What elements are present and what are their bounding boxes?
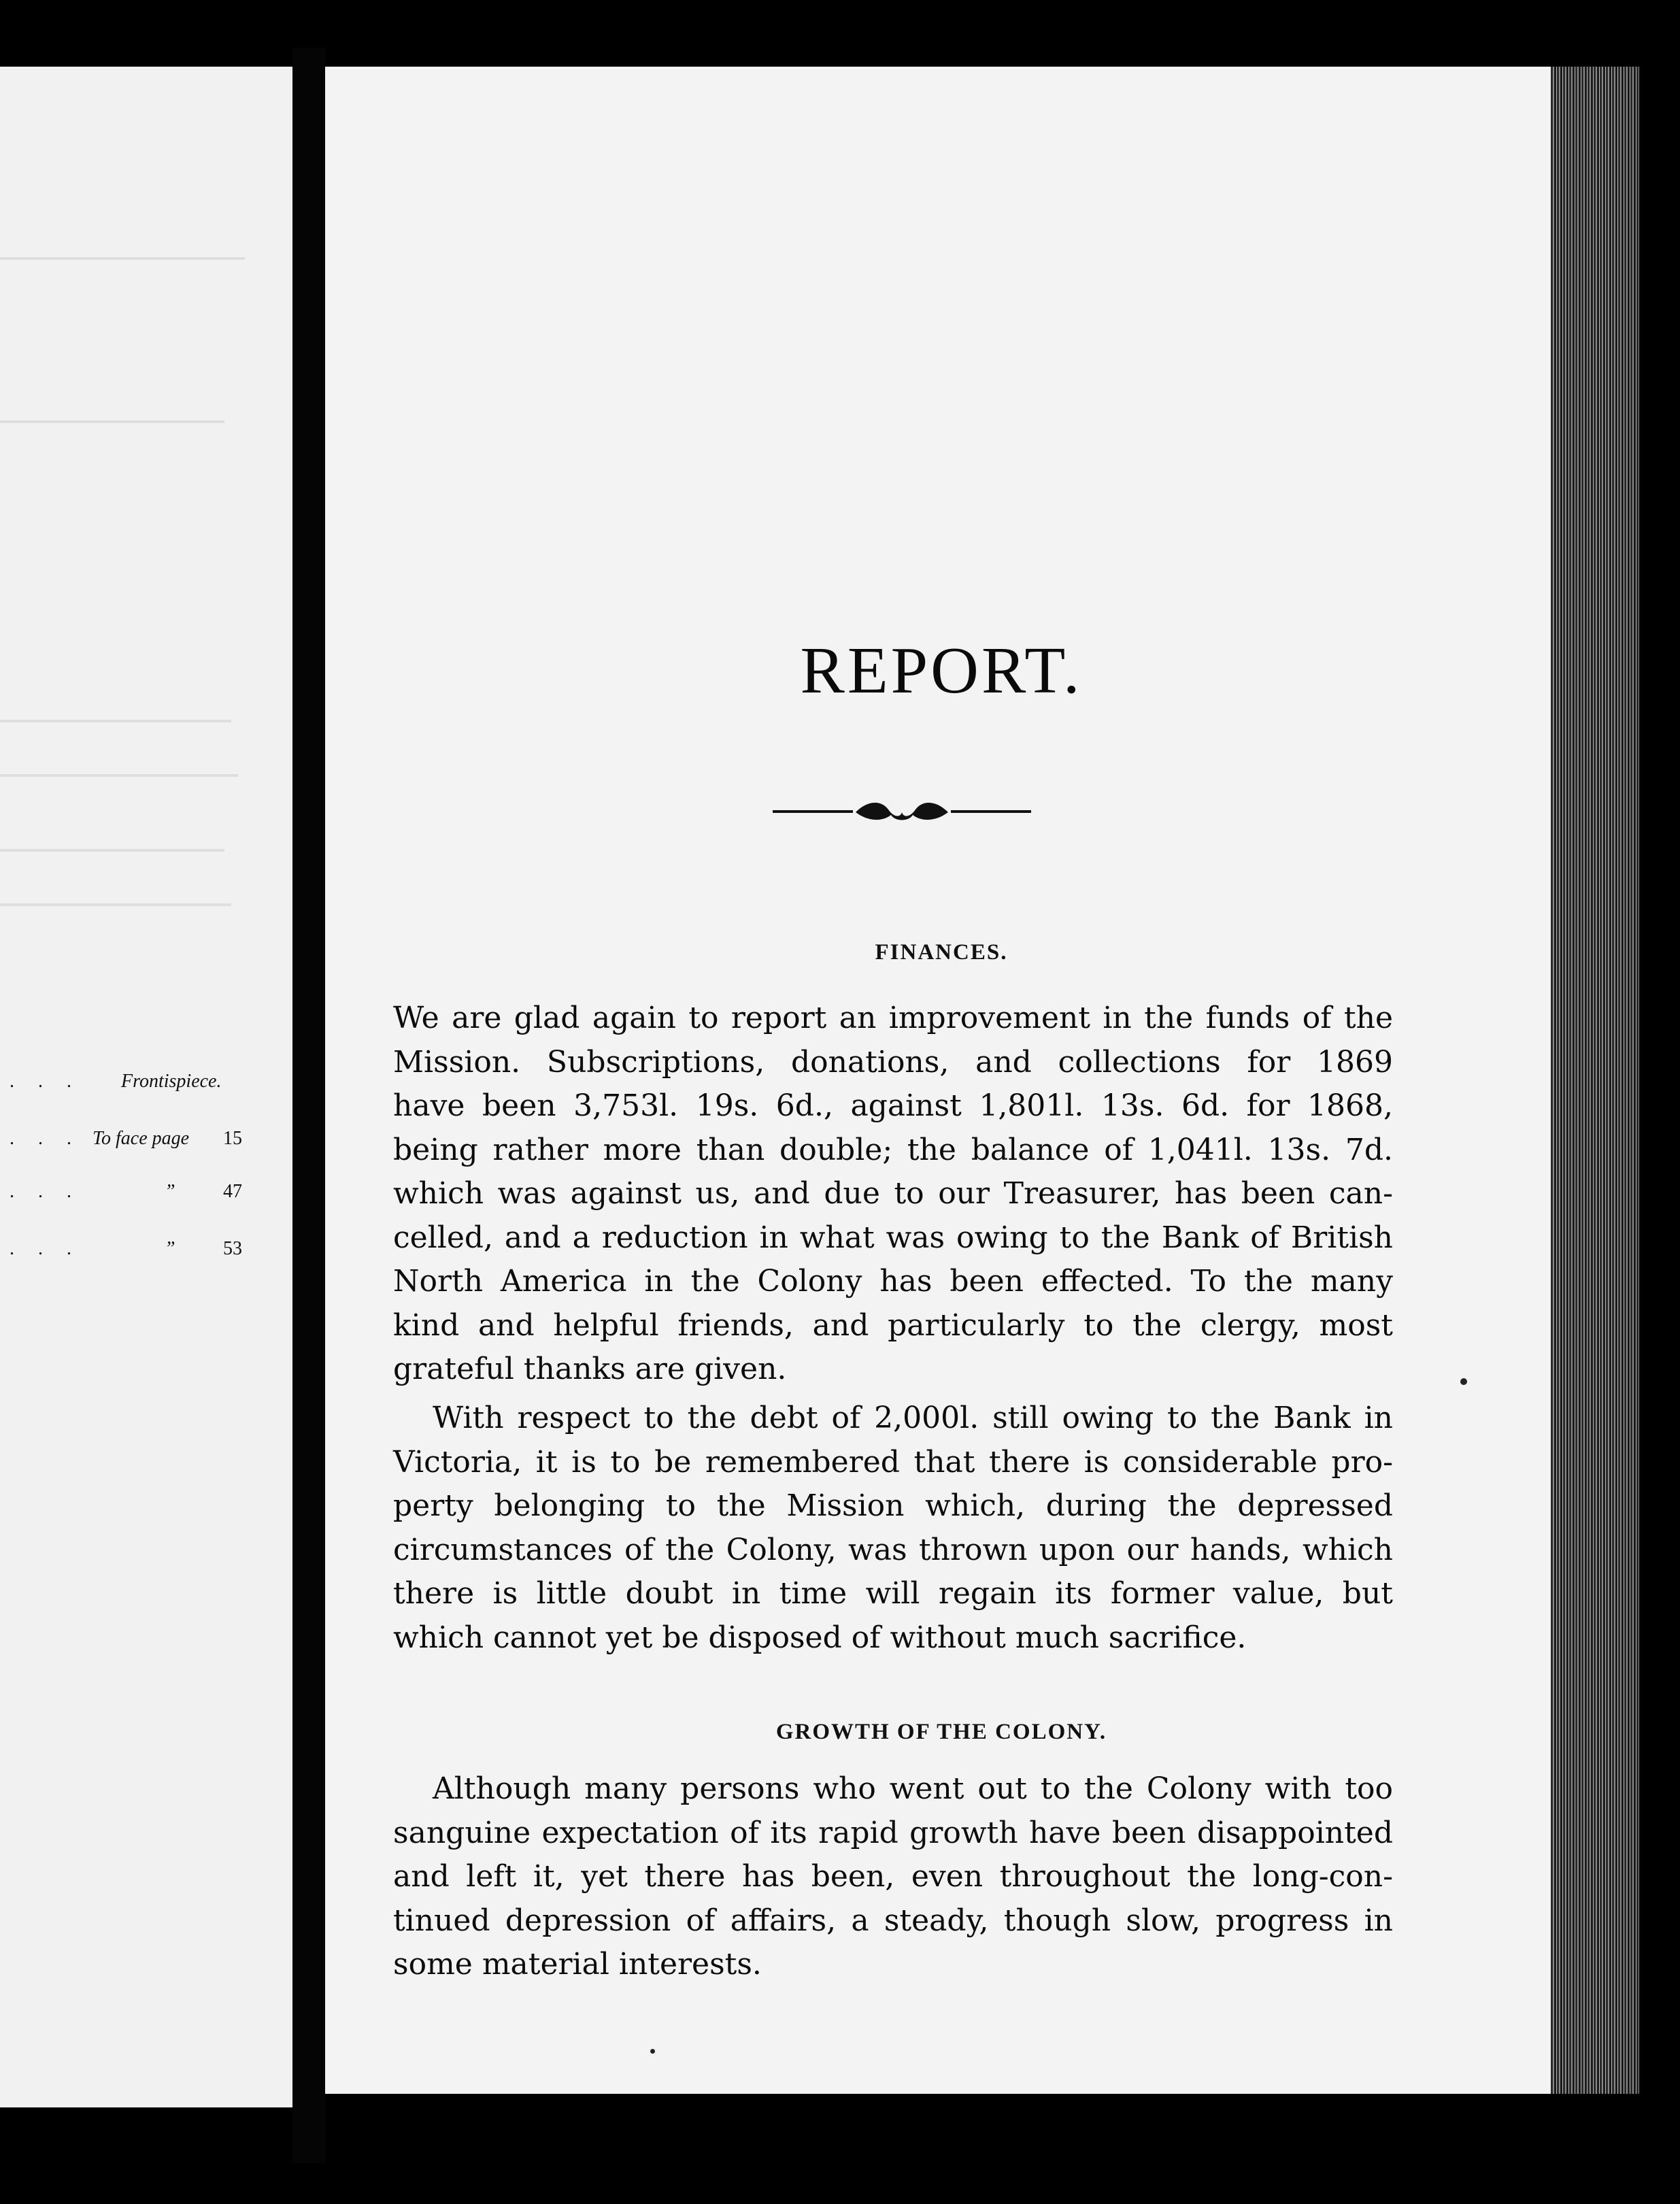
illustration-list-item (0, 1071, 292, 1098)
text-line: tinued depression of affairs, a steady, though slow, progress in (393, 1903, 1393, 1938)
text-line: Mission. Subscriptions, donations, and collections for 1869 (393, 1044, 1393, 1080)
text-line: We are glad again to report an improvement in the funds of the (393, 1001, 1393, 1035)
ornamental-divider (773, 795, 1031, 829)
text-line: Although many persons who went out to the Colony with too (433, 1771, 1393, 1806)
list-item-label: Frontispiece. (121, 1071, 222, 1092)
text-line: kind and helpful friends, and particularly to the clergy, most (393, 1307, 1393, 1343)
finances-paragraph-1 (393, 997, 1393, 1392)
text-line: which was against us, and due to our Treasurer, has been can- (393, 1176, 1393, 1211)
text-line: there is little doubt in time will regain its former value, but (393, 1576, 1393, 1611)
text-line: some material interests. (393, 1947, 762, 1982)
ink-speck (1460, 1378, 1467, 1385)
ink-speck (650, 2049, 655, 2054)
text-line: North America in the Colony has been effected. To the many (393, 1264, 1393, 1299)
left-facing-page (0, 67, 292, 2107)
text-line: perty belonging to the Mission which, during the depressed (393, 1488, 1393, 1523)
illustration-list-item (0, 1181, 292, 1208)
bleed-through-line (0, 720, 231, 722)
bleed-through-line (0, 774, 238, 777)
list-item-label: ” (165, 1181, 175, 1202)
report-title: REPORT. (800, 634, 1083, 707)
text-line: and left it, yet there has been, even throughout the long-con- (393, 1859, 1393, 1894)
bleed-through-line (0, 903, 231, 906)
growth-paragraph-1 (393, 1767, 1393, 1987)
page-edge-texture (1551, 67, 1639, 2094)
list-item-page: 53 (223, 1238, 242, 1259)
list-item-label: To face page (93, 1128, 190, 1149)
text-line: being rather more than double; the balance of 1,041l. 13s. 7d. (393, 1132, 1393, 1167)
list-item-label: ” (165, 1238, 175, 1259)
text-line: celled, and a reduction in what was owing to the Bank of British (393, 1220, 1393, 1255)
text-line: circumstances of the Colony, was thrown upon our hands, which (393, 1532, 1393, 1567)
text-line: which cannot yet be disposed of without much sacrifice. (393, 1620, 1247, 1655)
text-line: grateful thanks are given. (393, 1352, 787, 1386)
text-line: With respect to the debt of 2,000l. still owing to the Bank in (433, 1401, 1393, 1435)
text-line: have been 3,753l. 19s. 6d., against 1,801l. 13s. 6d. for 1868, (393, 1088, 1393, 1123)
text-line: sanguine expectation of its rapid growth have been disappointed (393, 1815, 1393, 1850)
leader-dots: . . . (10, 1128, 81, 1149)
list-item-page: 15 (223, 1128, 242, 1149)
book-spine-gutter (292, 48, 325, 2163)
list-item-page: 47 (223, 1181, 242, 1202)
bleed-through-line (0, 420, 224, 423)
bleed-through-line (0, 849, 224, 852)
leader-dots: . . . (10, 1238, 81, 1259)
finances-paragraph-2 (393, 1397, 1393, 1660)
illustration-list-item (0, 1238, 292, 1265)
leader-dots: . . . (10, 1181, 81, 1202)
section-heading-finances: FINANCES. (875, 940, 1008, 965)
bleed-through-line (0, 257, 245, 260)
leader-dots: . . . (10, 1071, 81, 1092)
section-heading-growth: GROWTH OF THE COLONY. (775, 1720, 1107, 1744)
text-line: Victoria, it is to be remembered that there is considerable pro- (393, 1444, 1393, 1480)
illustration-list-item (0, 1128, 292, 1155)
